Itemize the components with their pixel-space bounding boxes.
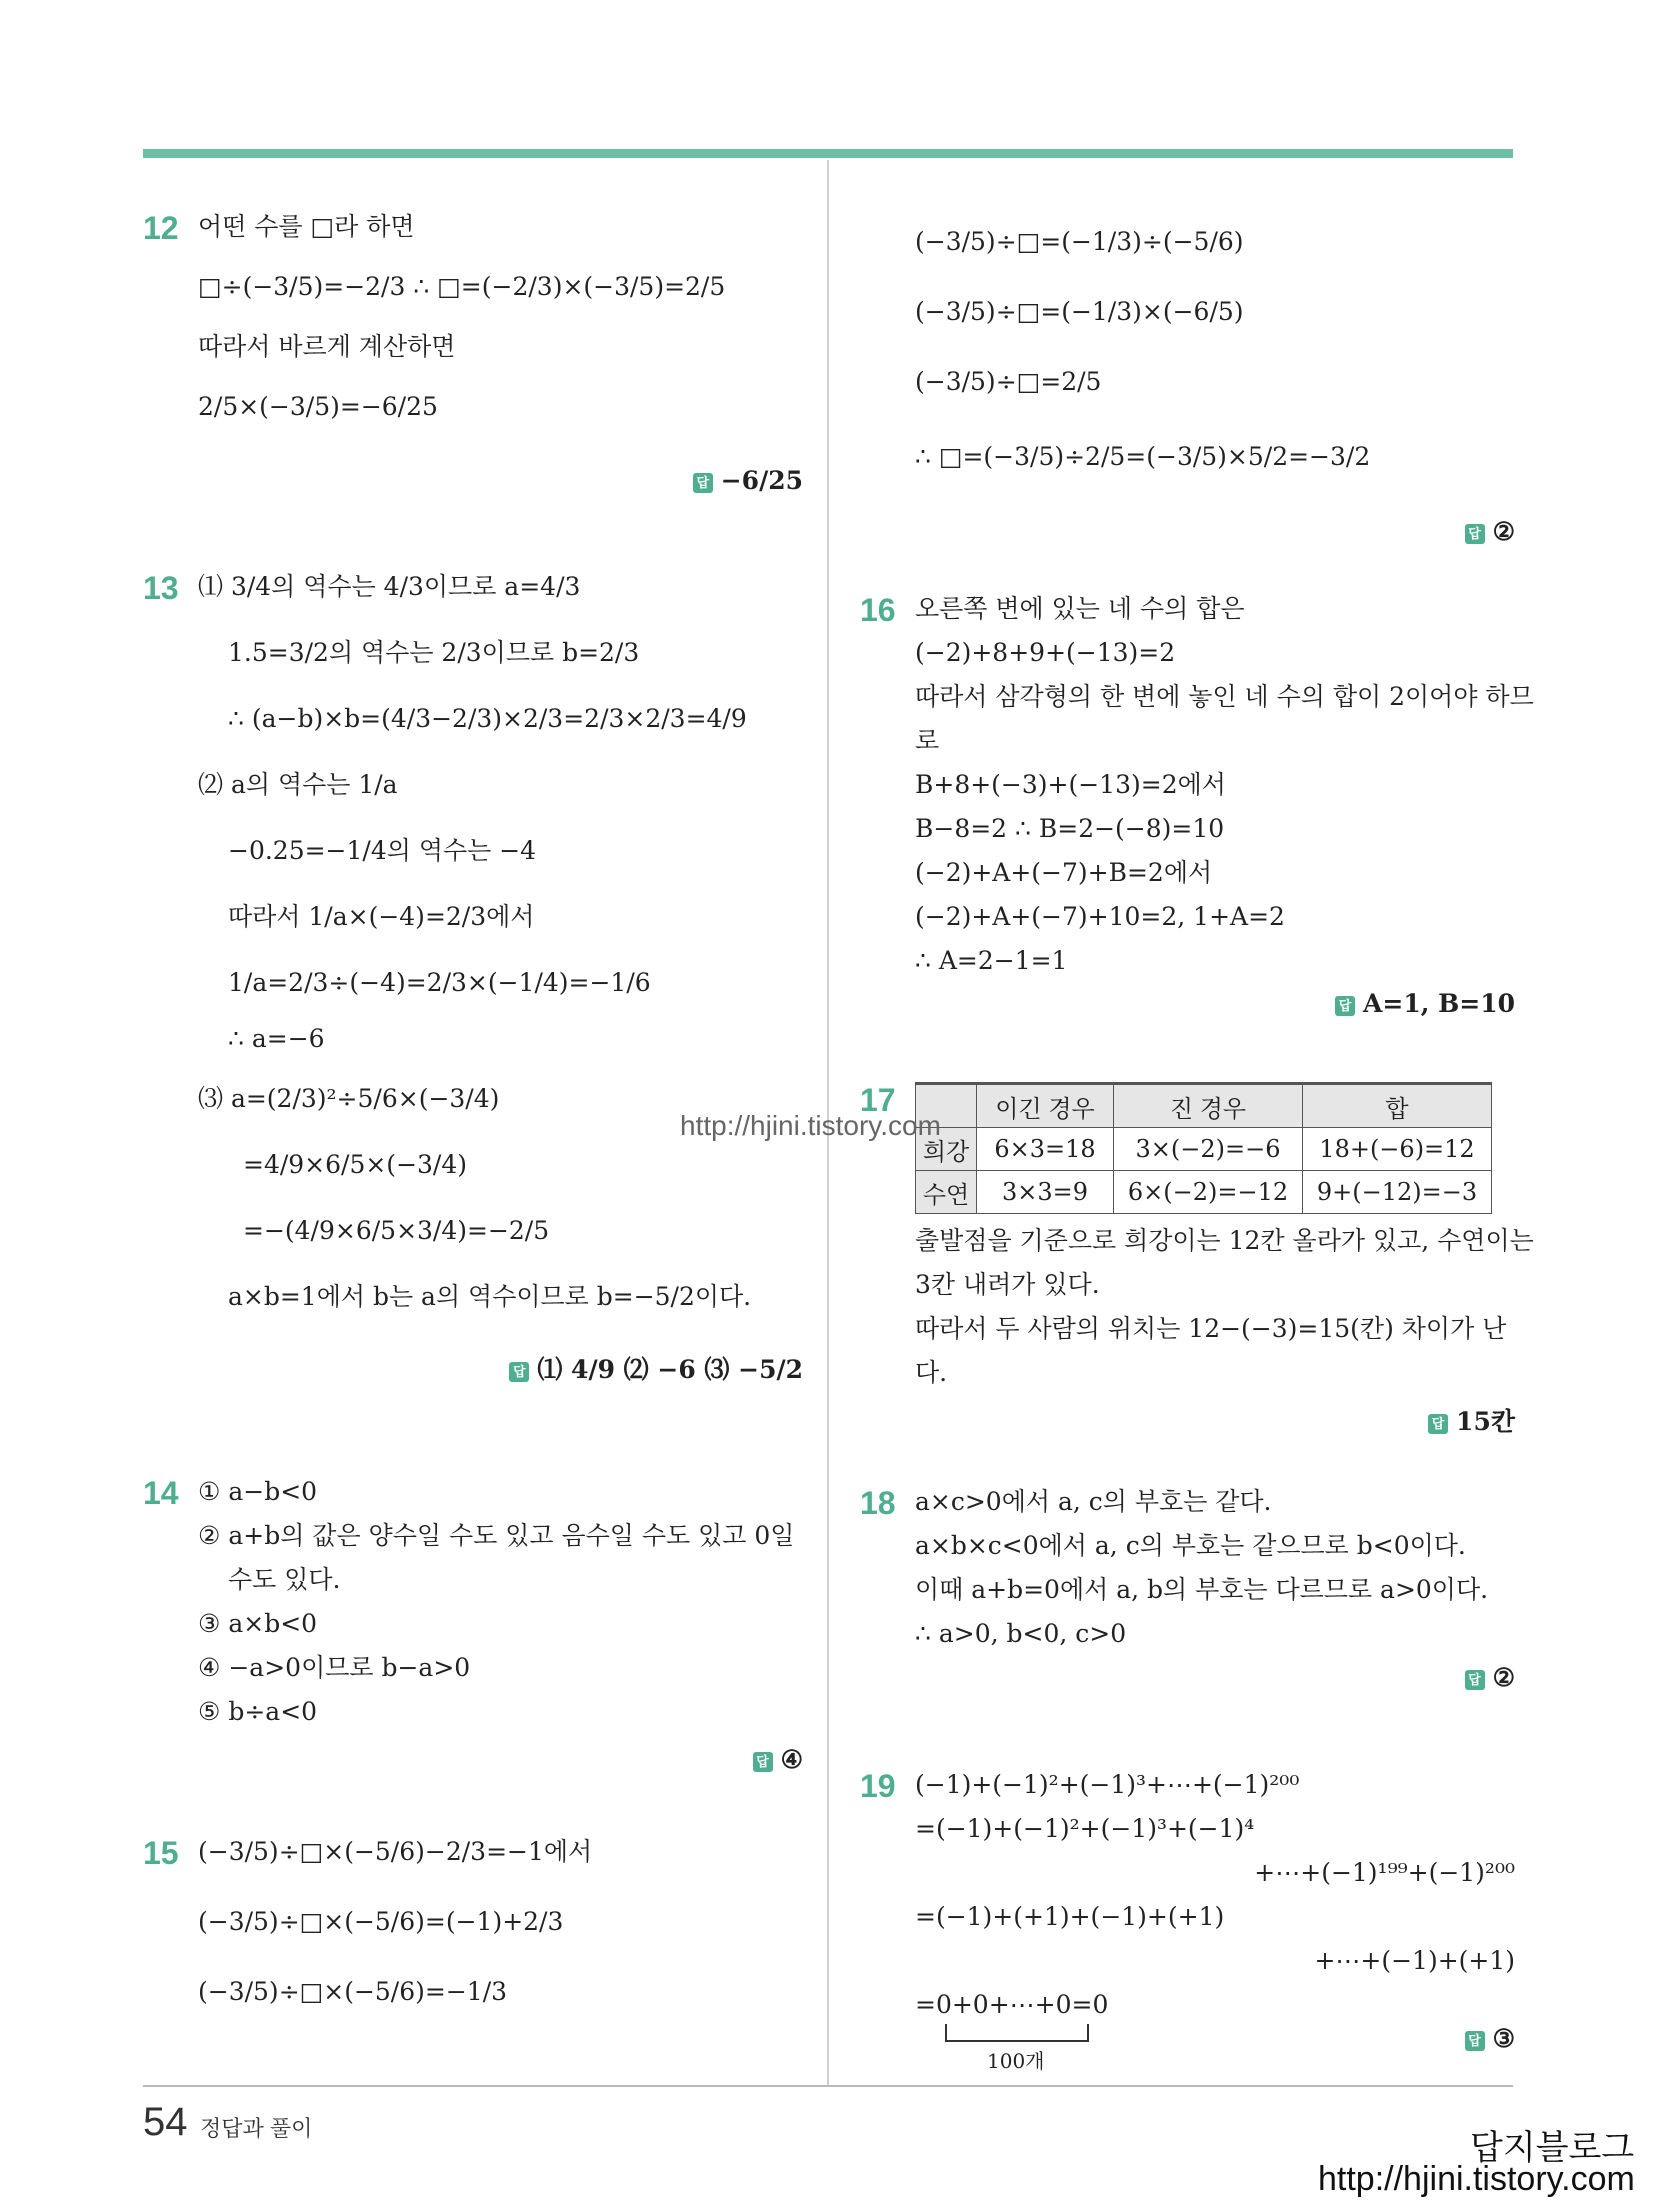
solution-line: (−1)+(−1)²+(−1)³+⋯+(−1)²⁰⁰	[915, 1770, 1300, 1799]
solution-line: ① a−b<0	[198, 1477, 318, 1506]
solution-line: a×b×c<0에서 a, c의 부호는 같으므로 b<0이다.	[915, 1531, 1466, 1560]
solution-line: ② a+b의 값은 양수일 수도 있고 음수일 수도 있고 0일	[198, 1521, 795, 1550]
solution-line: (−3/5)÷□×(−5/6)=(−1)+2/3	[198, 1907, 564, 1936]
watermark-url: http://hjini.tistory.com	[680, 1110, 941, 1141]
table-cell: 18+(−6)=12	[1303, 1128, 1492, 1171]
top-accent-bar	[143, 149, 1513, 158]
solution-line: 1/a=2/3÷(−4)=2/3×(−1/4)=−1/6	[228, 968, 651, 997]
solution-line: 따라서 삼각형의 한 변에 놓인 네 수의 합이 2이어야 하므	[915, 682, 1534, 711]
answer-icon: 답	[1428, 1414, 1448, 1434]
solution-line: a×b=1에서 b는 a의 역수이므로 b=−5/2이다.	[228, 1282, 752, 1311]
solution-line: 로	[915, 726, 940, 755]
answer	[753, 1745, 803, 1774]
answer	[1465, 517, 1515, 546]
solution-line: 3칸 내려가 있다.	[915, 1270, 1100, 1299]
solution-line: B−8=2 ∴ B=2−(−8)=10	[915, 814, 1225, 843]
page-number: 54	[143, 2100, 188, 2144]
solution-line: a×c>0에서 a, c의 부호는 같다.	[915, 1487, 1272, 1516]
row-label: 수연	[916, 1171, 977, 1214]
footer-rule	[143, 2085, 1513, 2087]
solution-line: −0.25=−1/4의 역수는 −4	[228, 836, 537, 865]
answer-value: −6/25	[720, 466, 803, 495]
answer	[509, 1350, 803, 1386]
solution-line: (−3/5)÷□=(−1/3)÷(−5/6)	[915, 227, 1244, 256]
solution-line: ∴ □=(−3/5)÷2/5=(−3/5)×5/2=−3/2	[915, 442, 1371, 471]
solution-line: 이때 a+b=0에서 a, b의 부호는 다르므로 a>0이다.	[915, 1575, 1489, 1604]
answer-value: ④	[780, 1745, 803, 1774]
watermark-title: 답지블로그	[1470, 2129, 1635, 2167]
solution-line: 수도 있다.	[228, 1565, 341, 1594]
solution-line: ⑶ a=(2/3)²÷5/6×(−3/4)	[198, 1084, 500, 1113]
solution-line: =(−1)+(−1)²+(−1)³+(−1)⁴	[915, 1814, 1255, 1843]
answer-icon: 답	[1335, 996, 1355, 1016]
problem-number: 14	[143, 1475, 179, 1511]
solution-line: =−(4/9×6/5×3/4)=−2/5	[243, 1216, 550, 1245]
solution-line: ∴ a=−6	[228, 1024, 325, 1053]
answer	[1428, 1402, 1515, 1438]
solution-line: =0+0+⋯+0=0	[915, 1990, 1109, 2019]
answer-icon: 답	[753, 1752, 773, 1772]
problem-number: 17	[860, 1082, 896, 1118]
brace-label: 100개	[987, 2049, 1045, 2073]
answer-value: ③	[1492, 2024, 1515, 2053]
table-cell: 6×(−2)=−12	[1114, 1171, 1303, 1214]
answer-icon: 답	[1465, 2031, 1485, 2051]
solution-line: +⋯+(−1)+(+1)	[1314, 1946, 1515, 1975]
row-label: 희강	[916, 1128, 977, 1171]
answer	[693, 466, 803, 495]
answer-value: ②	[1492, 1663, 1515, 1692]
answer	[1335, 989, 1515, 1018]
answer-value: A=1, B=10	[1362, 989, 1515, 1018]
problem-number: 13	[143, 570, 179, 606]
answer-value: 15칸	[1456, 1407, 1515, 1436]
problem-number: 12	[143, 210, 179, 246]
table-cell: 3×(−2)=−6	[1114, 1128, 1303, 1171]
solution-line: +⋯+(−1)¹⁹⁹+(−1)²⁰⁰	[1254, 1858, 1515, 1887]
page-label: 정답과 풀이	[200, 2116, 313, 2141]
table-cell: 3×3=9	[977, 1171, 1114, 1214]
problem-number: 15	[143, 1835, 179, 1871]
solution-line: (−3/5)÷□=2/5	[915, 367, 1102, 396]
table-header: 이긴 경우	[977, 1084, 1114, 1128]
answer-value: ②	[1492, 517, 1515, 546]
solution-line: □÷(−3/5)=−2/3 ∴ □=(−2/3)×(−3/5)=2/5	[198, 272, 726, 301]
solution-line: 따라서 1/a×(−4)=2/3에서	[228, 902, 535, 931]
table-header-row	[916, 1084, 1492, 1128]
solution-line: (−2)+8+9+(−13)=2	[915, 638, 1176, 667]
answer	[1465, 1663, 1515, 1692]
solution-line: ∴ A=2−1=1	[915, 946, 1068, 975]
solution-line: 어떤 수를 □라 하면	[198, 212, 415, 241]
solution-line: ∴ a>0, b<0, c>0	[915, 1619, 1127, 1648]
solution-line: 2/5×(−3/5)=−6/25	[198, 392, 438, 421]
problem-number: 19	[860, 1768, 896, 1804]
table-cell: 6×3=18	[977, 1128, 1114, 1171]
solution-line: =4/9×6/5×(−3/4)	[243, 1150, 467, 1179]
problem-number: 16	[860, 592, 896, 628]
solution-line: (−2)+A+(−7)+B=2에서	[915, 858, 1213, 887]
result-table	[915, 1082, 1492, 1214]
answer-icon: 답	[509, 1362, 529, 1382]
solution-line: ⑴ 3/4의 역수는 4/3이므로 a=4/3	[198, 572, 581, 601]
solution-line: ∴ (a−b)×b=(4/3−2/3)×2/3=2/3×2/3=4/9	[228, 704, 747, 733]
problem-number: 18	[860, 1485, 896, 1521]
solution-line: =(−1)+(+1)+(−1)+(+1)	[915, 1902, 1225, 1931]
solution-line: ③ a×b<0	[198, 1609, 318, 1638]
answer-icon: 답	[1465, 1670, 1485, 1690]
solution-line: 다.	[915, 1358, 948, 1387]
table-header: 진 경우	[1114, 1084, 1303, 1128]
solution-line: 따라서 두 사람의 위치는 12−(−3)=15(칸) 차이가 난	[915, 1314, 1507, 1343]
underbrace	[945, 2024, 1089, 2042]
solution-line: 출발점을 기준으로 희강이는 12칸 올라가 있고, 수연이는	[915, 1226, 1534, 1255]
solution-line: ⑤ b÷a<0	[198, 1697, 318, 1726]
solution-line: B+8+(−3)+(−13)=2에서	[915, 770, 1226, 799]
table-row	[916, 1128, 1492, 1171]
answer-icon: 답	[1465, 524, 1485, 544]
solution-line: ⑵ a의 역수는 1/a	[198, 770, 398, 799]
solution-line: 1.5=3/2의 역수는 2/3이므로 b=2/3	[228, 638, 640, 667]
solution-line: (−3/5)÷□×(−5/6)−2/3=−1에서	[198, 1837, 593, 1866]
watermark-link[interactable]: http://hjini.tistory.com	[1318, 2160, 1635, 2198]
solution-line: (−3/5)÷□×(−5/6)=−1/3	[198, 1977, 508, 2006]
table-header: 합	[1303, 1084, 1492, 1128]
solution-line: ④ −a>0이므로 b−a>0	[198, 1653, 471, 1682]
table-row	[916, 1171, 1492, 1214]
solution-line: (−3/5)÷□=(−1/3)×(−6/5)	[915, 297, 1244, 326]
solution-line: 오른쪽 변에 있는 네 수의 합은	[915, 594, 1245, 623]
answer-value: ⑴ 4/9 ⑵ −6 ⑶ −5/2	[537, 1355, 803, 1384]
answer-icon: 답	[693, 473, 713, 493]
solution-line: 따라서 바르게 계산하면	[198, 332, 456, 361]
table-cell: 9+(−12)=−3	[1303, 1171, 1492, 1214]
answer	[1465, 2024, 1515, 2053]
solution-line: (−2)+A+(−7)+10=2, 1+A=2	[915, 902, 1285, 931]
